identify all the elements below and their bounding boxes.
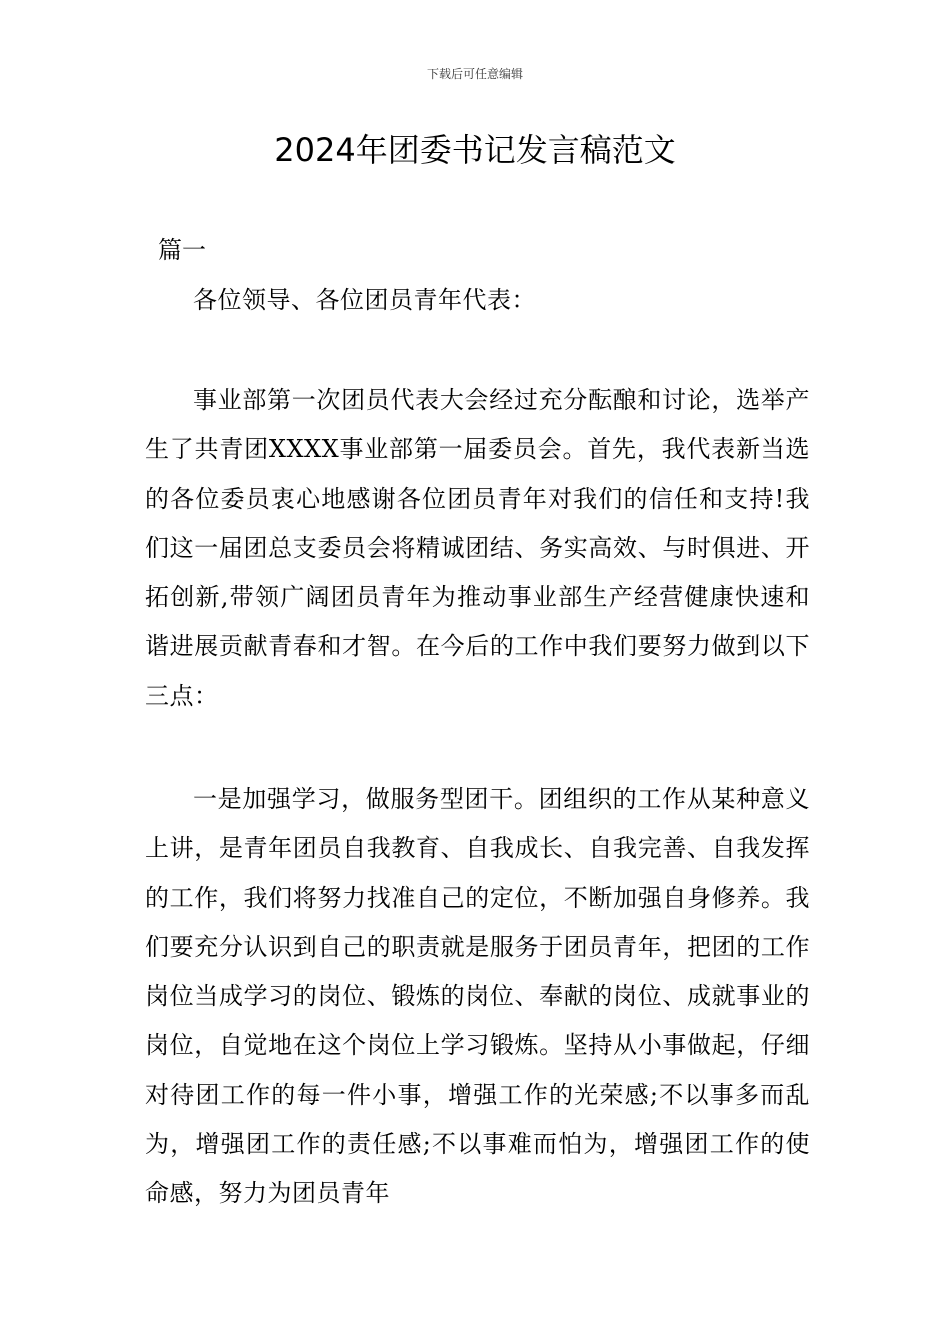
section-label: 篇一 <box>158 236 206 264</box>
header-note: 下载后可任意编辑 <box>426 67 523 81</box>
document-title: 2024年团委书记发言稿范文 <box>274 131 676 169</box>
body-paragraph-2: 一是加强学习，做服务型团干。团组织的工作从某种意义上讲，是青年团员自我教育、自我成长、自我完善、自我发挥的工作，我们将努力找准自己的定位，不断加强自身修养。我们要充分认识到自己的职责就是服务于团员青年，把团的工作岗位当成学习的岗位、锻炼的岗位、奉献的岗位、成就事业的岗位，自觉地在这个岗位上学习锻炼。坚持从小事做起，仔细对待团工作的每一件小事，增强工作的光荣感;不以事多而乱为，增强团工作的责任感;不以事难而怕为，增强团工作的使命感，努力为团员青年 <box>145 785 810 1208</box>
greeting-paragraph: 各位领导、各位团员青年代表： <box>193 286 536 314</box>
body-paragraph-1: 事业部第一次团员代表大会经过充分酝酿和讨论，选举产生了共青团XXXX事业部第一届委员会。首先，我代表新当选的各位委员衷心地感谢各位团员青年对我们的信任和支持!我们这一届团总支委员会将精诚团结、务实高效、与时俱进、开拓创新,带领广阔团员青年为推动事业部生产经营健康快速和谐进展贡献青春和才智。在今后的工作中我们要努力做到以下三点： <box>145 386 810 710</box>
